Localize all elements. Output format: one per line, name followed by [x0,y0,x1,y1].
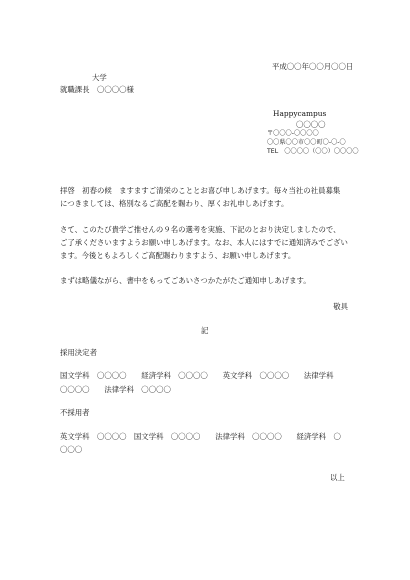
ki-heading: 記 [201,326,209,335]
body-paragraph [60,226,360,265]
letter-date: 平成〇〇年〇〇月〇〇日 [272,62,354,71]
accepted-list-line: 国文学科 〇〇〇〇 経済学科 〇〇〇〇 英文学科 〇〇〇〇 法律学科 [60,371,334,380]
sender-name: 〇〇〇〇 [296,120,326,129]
end-ijou: 以上 [330,473,345,482]
recipient-person: 就職課長 〇〇〇〇様 [60,85,134,94]
closing-keigu: 敬具 [333,302,348,311]
rejected-list-line: 英文学科 〇〇〇〇 国文学科 〇〇〇〇 法律学科 〇〇〇〇 経済学科 〇 [60,432,341,441]
greeting-line: 拝啓 初春の候 ますますご清栄のこととお喜び申しあげます。毎々当社の社員募集 [60,186,341,195]
body-line: さて、このたび貴学ご推せんの９名の選考を実施、下記のとおり決定しましたので、 [60,225,341,234]
greeting-paragraph [60,187,360,213]
rejected-heading: 不採用者 [60,408,90,417]
rejected-list-line: 〇〇〇 [60,445,83,454]
accepted-heading: 採用決定者 [60,348,97,357]
sender-company: Happycampus [273,109,327,118]
sender-tel: TEL 〇〇〇〇（〇〇）〇〇〇〇 [267,148,359,155]
sender-address: 〇〇県〇〇市〇〇町〇-〇-〇 [267,139,346,146]
body-line: ます。今後ともよろしくご高配賜わりますよう、お願い申しあげます。 [60,251,296,260]
closing-paragraph: まずは略儀ながら、書中をもってごあいさつかたがたご通知申しあげます。 [60,276,311,285]
accepted-list-line: 〇〇〇〇 法律学科 〇〇〇〇 [60,385,171,394]
body-line: ご了承くださいますようお願い申しあげます。なお、本人にはすでに通知済みでござい [60,238,348,247]
sender-zip: 〒〇〇〇-〇〇〇〇 [267,130,319,137]
recipient-organization: 大学 [92,73,107,82]
greeting-line: につきましては、格別なるご高配を賜わり、厚くお礼申しあげます。 [60,199,289,208]
